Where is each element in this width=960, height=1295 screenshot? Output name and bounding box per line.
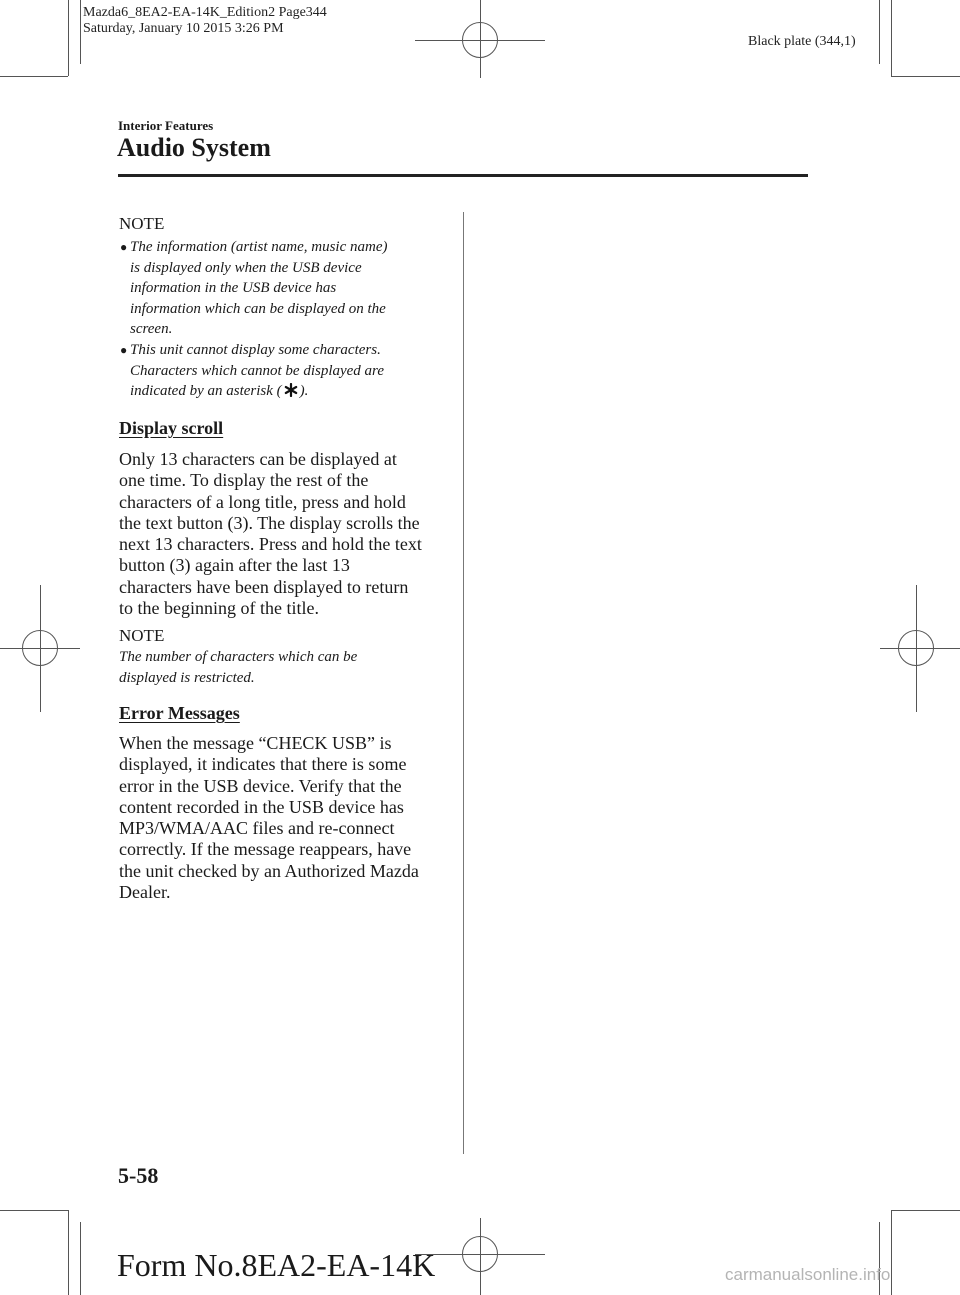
note-label: NOTE: [119, 214, 165, 233]
note-line: information in the USB device has: [130, 280, 337, 296]
watermark: carmanualsonline.info: [725, 1265, 891, 1284]
note-text-block: [119, 647, 439, 688]
note-line: The number of characters which can be: [119, 649, 358, 665]
asterisk-icon: [284, 383, 298, 397]
body-line: When the message “CHECK USB” is: [119, 733, 392, 753]
bullet-icon: ●: [120, 240, 128, 254]
body-line: the unit checked by an Authorized Mazda: [119, 860, 419, 881]
print-date-line: Saturday, January 10 2015 3:26 PM: [83, 21, 284, 36]
note-line: screen.: [130, 321, 173, 337]
body-line: Only 13 characters can be displayed at: [119, 449, 397, 469]
display-scroll-heading: Display scroll: [119, 418, 224, 438]
body-line: one time. To display the rest of the: [119, 470, 369, 491]
note-line: is displayed only when the USB device: [130, 259, 362, 276]
section-label: Interior Features: [118, 118, 214, 133]
note-line: Characters which cannot be displayed are: [130, 362, 384, 379]
body-line: button (3) again after the last 13: [119, 555, 350, 576]
print-plate: Black plate (344,1): [748, 34, 856, 49]
display-scroll-text: [119, 449, 449, 619]
body-line: the text button (3). The display scrolls the: [119, 512, 420, 533]
note-text: indicated by an asterisk (: [130, 383, 282, 399]
body-line: correctly. If the message reappears, have: [119, 839, 412, 860]
error-messages-heading: Error Messages: [119, 703, 240, 723]
note-line: [120, 381, 440, 402]
body-line: to the beginning of the title.: [119, 598, 319, 619]
note-text: ).: [299, 383, 309, 399]
note-label: NOTE: [119, 626, 165, 645]
body-line: MP3/WMA/AAC files and re-connect: [119, 818, 395, 839]
body-line: characters of a long title, press and hold: [119, 491, 406, 512]
body-line: content recorded in the USB device has: [119, 796, 404, 817]
note-item: [120, 340, 440, 402]
body-line: Dealer.: [119, 882, 171, 903]
body-line: displayed, it indicates that there is some: [119, 754, 407, 775]
column-divider: [463, 212, 464, 1154]
print-file-info: [83, 5, 327, 37]
body-line: error in the USB device. Verify that the: [119, 775, 402, 796]
title-rule: [118, 174, 808, 177]
error-messages-text: [119, 733, 449, 903]
chapter-title: Audio System: [117, 133, 271, 162]
body-line: next 13 characters. Press and hold the text: [119, 534, 422, 555]
print-file-line: Mazda6_8EA2-EA-14K_Edition2 Page344: [83, 5, 327, 20]
bullet-icon: ●: [120, 343, 128, 357]
page-number: 5-58: [118, 1163, 159, 1188]
note-line: displayed is restricted.: [119, 669, 255, 686]
note-line: information which can be displayed on the: [130, 300, 386, 317]
note-item: [120, 237, 440, 340]
note-line: The information (artist name, music name): [130, 239, 388, 255]
note-line: This unit cannot display some characters.: [130, 342, 381, 358]
body-line: characters have been displayed to return: [119, 576, 409, 597]
form-number: Form No.8EA2-EA-14K: [117, 1247, 436, 1283]
